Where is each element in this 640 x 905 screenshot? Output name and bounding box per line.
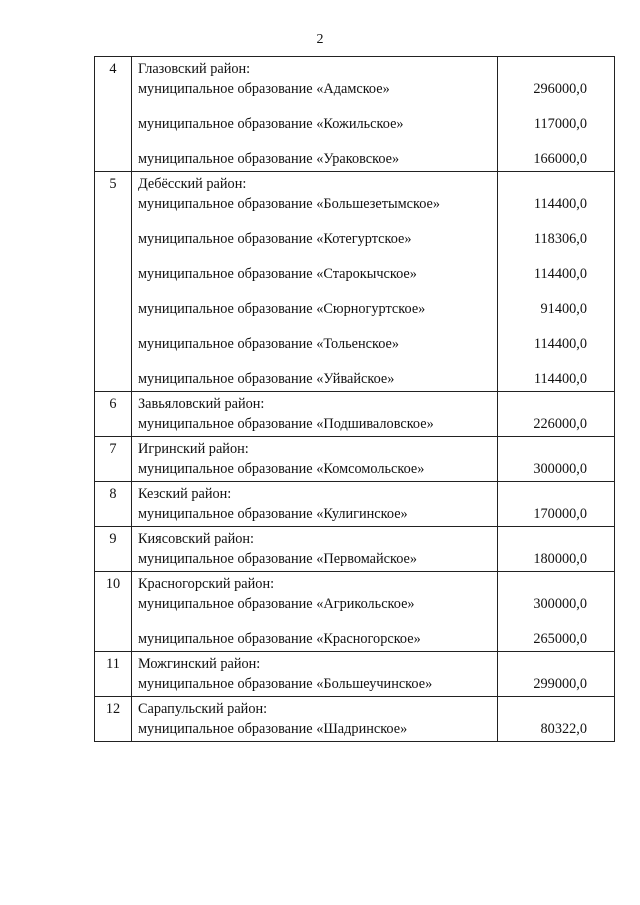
name-cell <box>132 482 498 527</box>
district-name: Завьяловский район: <box>138 396 265 412</box>
name-cell <box>132 437 498 482</box>
name-cell <box>132 172 498 392</box>
district-name: Киясовский район: <box>138 531 255 547</box>
table-row <box>95 482 615 527</box>
municipality-name: муниципальное образование «Сюрногуртское» <box>138 301 426 317</box>
municipality-name: муниципальное образование «Первомайское» <box>138 551 418 567</box>
row-number-cell <box>95 437 132 482</box>
municipality-name: муниципальное образование «Агрикольское» <box>138 596 415 612</box>
district-name: Красногорский район: <box>138 576 275 592</box>
row-number: 5 <box>109 176 117 192</box>
municipality-amount: 114400,0 <box>533 266 587 282</box>
municipality-name: муниципальное образование «Большезетымское» <box>138 196 441 212</box>
amount-blank <box>498 392 614 414</box>
district-name: Можгинский район: <box>138 656 261 672</box>
municipality-amount: 180000,0 <box>533 551 587 567</box>
amount-blank <box>498 57 614 79</box>
municipality-name: муниципальное образование «Комсомольское» <box>138 461 425 477</box>
page-number: 2 <box>316 32 324 47</box>
amount-cell <box>498 527 615 572</box>
district-name: Сарапульский район: <box>138 701 268 717</box>
district-name: Игринский район: <box>138 441 249 457</box>
row-number: 10 <box>105 576 121 592</box>
amount-cell <box>498 392 615 437</box>
municipality-amount: 296000,0 <box>533 81 587 97</box>
amount-cell <box>498 482 615 527</box>
municipality-amount: 91400,0 <box>540 301 587 317</box>
table-row <box>95 172 615 392</box>
table-row <box>95 57 615 172</box>
municipality-amount: 170000,0 <box>533 506 587 522</box>
row-number-cell <box>95 652 132 697</box>
amount-blank <box>498 572 614 594</box>
municipality-name: муниципальное образование «Большеучинское» <box>138 676 433 692</box>
amount-blank <box>498 527 614 549</box>
name-cell <box>132 572 498 652</box>
municipality-name: муниципальное образование «Уйвайское» <box>138 371 395 387</box>
table-row <box>95 572 615 652</box>
amount-blank <box>498 697 614 719</box>
municipality-name: муниципальное образование «Ураковское» <box>138 151 400 167</box>
municipality-name: муниципальное образование «Кожильское» <box>138 116 404 132</box>
allocation-table <box>94 56 615 742</box>
amount-cell <box>498 697 615 742</box>
row-number-cell <box>95 172 132 392</box>
name-cell <box>132 527 498 572</box>
amount-blank <box>498 482 614 504</box>
municipality-amount: 114400,0 <box>533 371 587 387</box>
table-row <box>95 527 615 572</box>
municipality-amount: 226000,0 <box>533 416 587 432</box>
row-number-cell <box>95 527 132 572</box>
municipality-amount: 117000,0 <box>533 116 587 132</box>
municipality-name: муниципальное образование «Тольенское» <box>138 336 400 352</box>
municipality-name: муниципальное образование «Котегуртское» <box>138 231 412 247</box>
row-number-cell <box>95 482 132 527</box>
amount-cell <box>498 172 615 392</box>
row-number: 9 <box>109 531 117 547</box>
row-number: 11 <box>106 656 120 672</box>
table-row <box>95 437 615 482</box>
municipality-amount: 299000,0 <box>533 676 587 692</box>
municipality-name: муниципальное образование «Адамское» <box>138 81 390 97</box>
row-number: 4 <box>109 61 117 77</box>
name-cell <box>132 697 498 742</box>
district-name: Дебёсский район: <box>138 176 247 192</box>
municipality-amount: 118306,0 <box>533 231 587 247</box>
municipality-name: муниципальное образование «Шадринское» <box>138 721 408 737</box>
row-number: 6 <box>109 396 117 412</box>
row-number-cell <box>95 392 132 437</box>
amount-cell <box>498 652 615 697</box>
district-name: Кезский район: <box>138 486 232 502</box>
amount-cell <box>498 572 615 652</box>
name-cell <box>132 392 498 437</box>
municipality-name: муниципальное образование «Красногорское» <box>138 631 421 647</box>
row-number: 7 <box>109 441 117 457</box>
table-row <box>95 697 615 742</box>
amount-blank <box>498 652 614 674</box>
municipality-amount: 114400,0 <box>533 336 587 352</box>
municipality-amount: 300000,0 <box>533 596 587 612</box>
municipality-name: муниципальное образование «Подшиваловское» <box>138 416 434 432</box>
amount-cell <box>498 437 615 482</box>
row-number-cell <box>95 57 132 172</box>
municipality-amount: 80322,0 <box>540 721 587 737</box>
amount-cell <box>498 57 615 172</box>
municipality-name: муниципальное образование «Кулигинское» <box>138 506 408 522</box>
amount-blank <box>498 437 614 459</box>
municipality-amount: 300000,0 <box>533 461 587 477</box>
row-number-cell <box>95 697 132 742</box>
name-cell <box>132 57 498 172</box>
row-number-cell <box>95 572 132 652</box>
row-number: 8 <box>109 486 117 502</box>
municipality-amount: 166000,0 <box>533 151 587 167</box>
table-row <box>95 392 615 437</box>
district-name: Глазовский район: <box>138 61 251 77</box>
municipality-amount: 114400,0 <box>533 196 587 212</box>
row-number: 12 <box>105 701 121 717</box>
table-row <box>95 652 615 697</box>
amount-blank <box>498 172 614 194</box>
municipality-name: муниципальное образование «Старокычское» <box>138 266 417 282</box>
name-cell <box>132 652 498 697</box>
municipality-amount: 265000,0 <box>533 631 587 647</box>
